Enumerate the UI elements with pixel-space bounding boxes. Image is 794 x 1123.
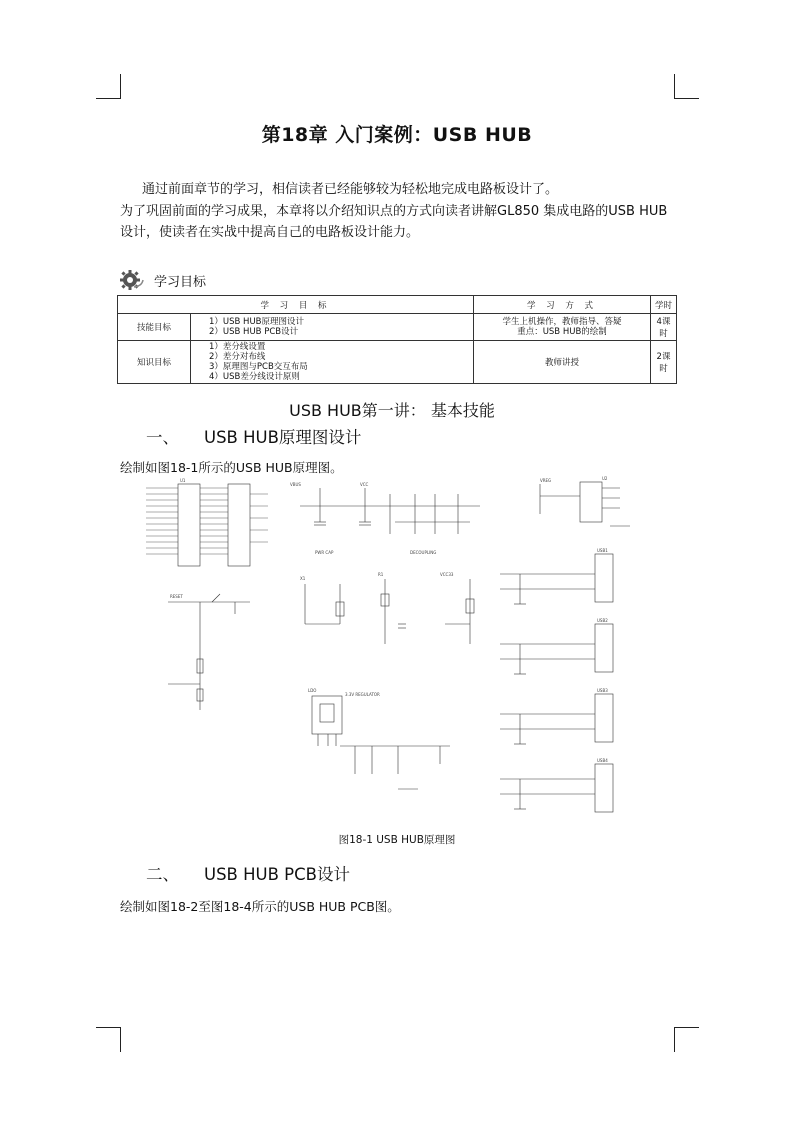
svg-text:RESET: RESET: [170, 594, 183, 599]
table-row: [118, 341, 677, 384]
svg-text:U1: U1: [180, 478, 186, 483]
svg-text:DECOUPLING: DECOUPLING: [410, 550, 437, 555]
objectives-heading-text: 学习目标: [154, 274, 207, 290]
section-heading-1: [146, 424, 361, 448]
method-line: 学生上机操作，教师指导、答疑: [502, 317, 622, 327]
table-row: [118, 314, 677, 341]
row-method: 教师讲授: [474, 341, 651, 384]
row-hours: 2课时: [651, 341, 677, 384]
crop-mark-top-left: [96, 74, 121, 99]
method-line: 重点：USB HUB的绘制: [517, 327, 607, 337]
col-header-method: 学 习 方 式: [474, 296, 651, 314]
row-items: [191, 314, 474, 341]
intro-paragraph-2: 为了巩固前面的学习成果，本章将以介绍知识点的方式向读者讲解GL850 集成电路的USB HUB设计，使读者在实战中提高自己的电路板设计能力。: [120, 204, 668, 240]
svg-text:USB3: USB3: [597, 688, 608, 693]
list-item: 4）USB差分线设计原则: [209, 372, 300, 382]
svg-text:USB2: USB2: [597, 618, 608, 623]
svg-text:R1: R1: [378, 572, 384, 577]
svg-text:U2: U2: [602, 476, 608, 481]
chapter-title: 第18章 入门案例：USB HUB: [261, 124, 533, 146]
list-item: 1）差分线设置: [209, 342, 266, 352]
svg-text:USB4: USB4: [597, 758, 608, 763]
row-category: 知识目标: [118, 341, 191, 384]
objectives-table: [117, 295, 677, 384]
svg-text:USB1: USB1: [597, 548, 608, 553]
crop-mark-top-right: [674, 74, 699, 99]
svg-text:LDO: LDO: [308, 688, 317, 693]
section-title: USB HUB原理图设计: [204, 428, 362, 447]
section-number: 二、: [146, 865, 179, 884]
list-item: 3）原理图与PCB交互布局: [209, 362, 308, 372]
section-2-text: 绘制如图18-2至图18-4所示的USB HUB PCB图。: [120, 899, 400, 914]
svg-text:VBUS: VBUS: [290, 482, 301, 487]
intro-paragraph-1: 通过前面章节的学习，相信读者已经能够较为轻松地完成电路板设计了。: [142, 182, 559, 197]
svg-text:3.3V REGULATOR: 3.3V REGULATOR: [345, 692, 380, 697]
list-item: 2）差分对布线: [209, 352, 266, 362]
svg-text:VCC33: VCC33: [440, 572, 454, 577]
schematic-figure: [140, 474, 660, 830]
row-items: [191, 341, 474, 384]
svg-text:VREG: VREG: [540, 478, 552, 483]
section-1-text: 绘制如图18-1所示的USB HUB原理图。: [120, 460, 343, 475]
section-number: 一、: [146, 428, 179, 447]
section-title: USB HUB PCB设计: [204, 865, 350, 884]
col-header-goals: 学 习 目 标: [118, 296, 474, 314]
objectives-heading: [120, 270, 206, 290]
svg-text:VCC: VCC: [360, 482, 369, 487]
table-header-row: [118, 296, 677, 314]
row-hours: 4课时: [651, 314, 677, 341]
lecture-title: USB HUB第一讲： 基本技能: [289, 401, 495, 420]
row-category: 技能目标: [118, 314, 191, 341]
crop-mark-bottom-left: [96, 1027, 121, 1052]
svg-text:PWR CAP: PWR CAP: [315, 550, 334, 555]
col-header-hours: 学时: [651, 296, 677, 314]
section-heading-2: [146, 861, 350, 885]
list-item: 1）USB HUB原理图设计: [209, 317, 305, 327]
svg-text:X1: X1: [300, 576, 306, 581]
gear-icon: [120, 270, 144, 290]
row-method: [474, 314, 651, 341]
crop-mark-bottom-right: [674, 1027, 699, 1052]
figure-caption: 图18-1 USB HUB原理图: [338, 834, 456, 846]
list-item: 2）USB HUB PCB设计: [209, 327, 299, 337]
